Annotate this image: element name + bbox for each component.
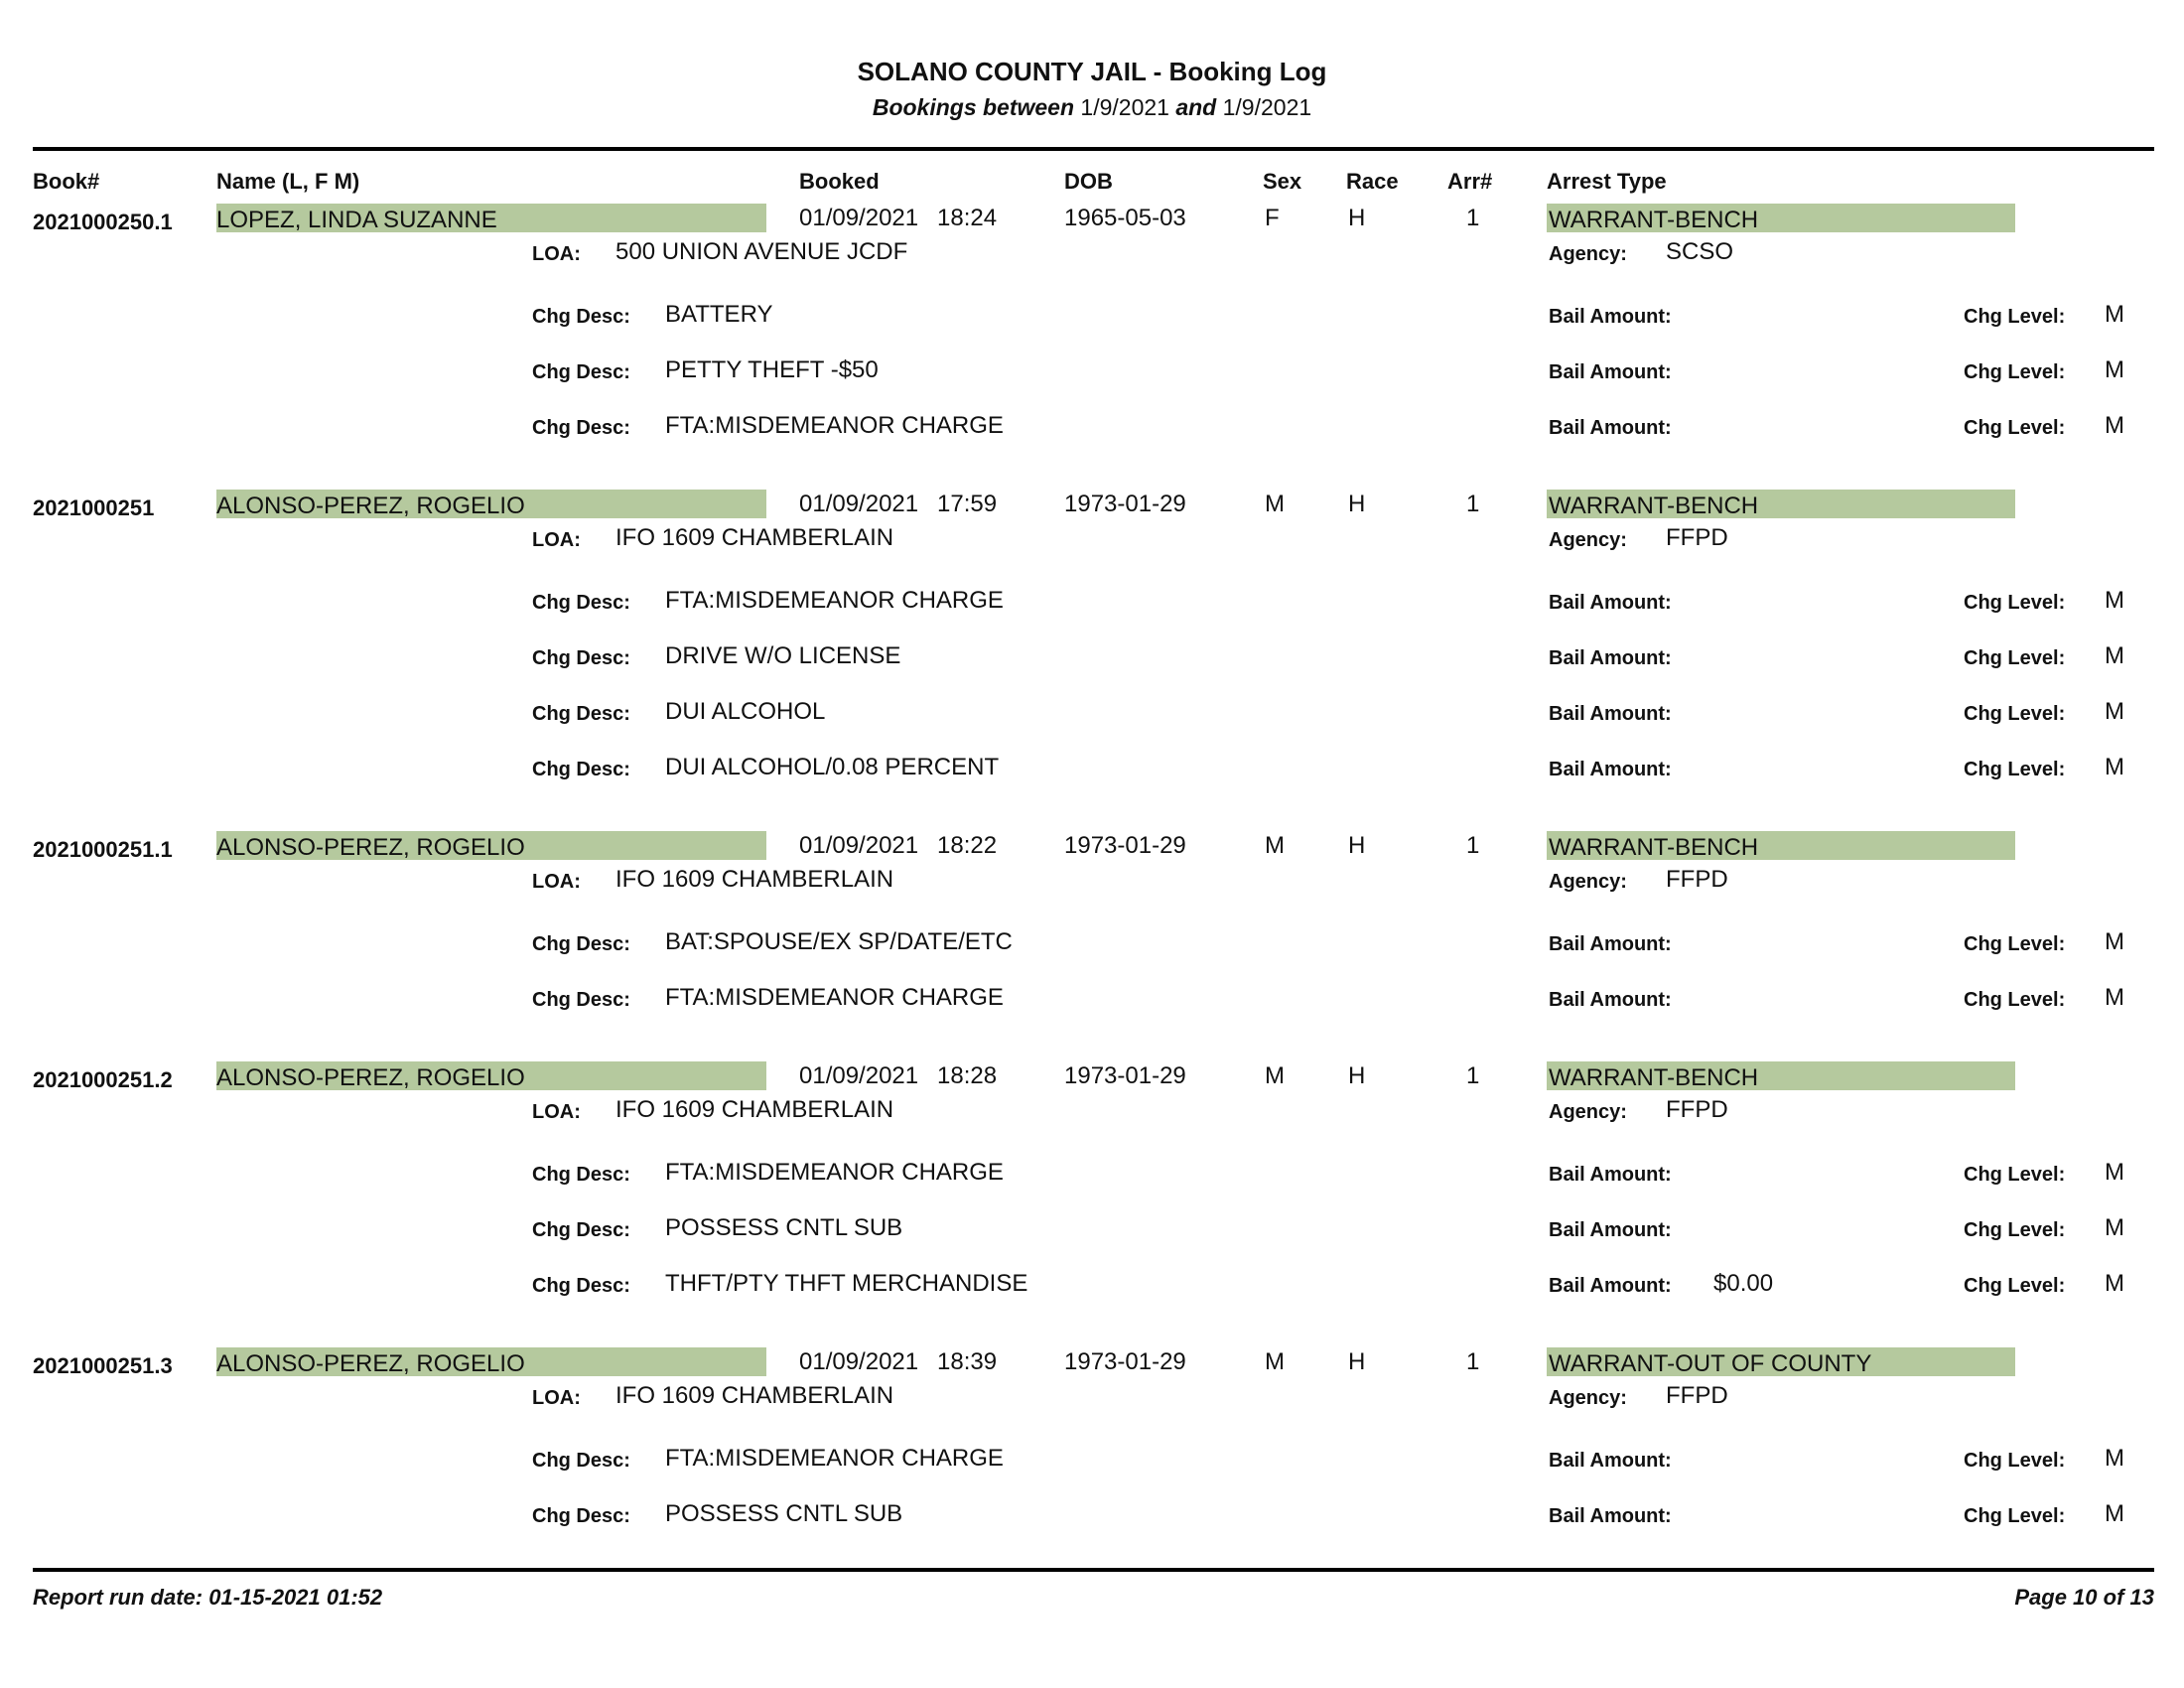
chg-desc-label: Chg Desc: [532, 1450, 630, 1472]
arrest-type-value: WARRANT-BENCH [1549, 492, 1759, 519]
chg-desc-value: BAT:SPOUSE/EX SP/DATE/ETC [665, 928, 1013, 955]
chg-desc-label: Chg Desc: [532, 1219, 630, 1241]
chg-level-value: M [2105, 1445, 2124, 1472]
chg-desc-value: POSSESS CNTL SUB [665, 1214, 903, 1241]
col-name: Name (L, F M) [216, 169, 360, 194]
bail-amount-label: Bail Amount: [1549, 759, 1672, 780]
arrest-type-value: WARRANT-BENCH [1549, 207, 1759, 233]
page-number: Page 10 of 13 [2014, 1585, 2154, 1610]
chg-desc-value: BATTERY [665, 301, 773, 328]
chg-level-label: Chg Level: [1964, 989, 2066, 1011]
booked-date: 01/09/2021 [799, 491, 919, 517]
inmate-name: ALONSO-PEREZ, ROGELIO [216, 1064, 525, 1091]
dob-value: 1973-01-29 [1064, 1348, 1186, 1375]
bottom-rule [33, 1568, 2154, 1572]
chg-level-value: M [2105, 1270, 2124, 1297]
chg-desc-value: FTA:MISDEMEANOR CHARGE [665, 984, 1004, 1011]
race-value: H [1348, 1062, 1366, 1089]
race-value: H [1348, 491, 1366, 517]
chg-desc-label: Chg Desc: [532, 1275, 630, 1297]
booked-date: 01/09/2021 [799, 205, 919, 231]
chg-desc-label: Chg Desc: [532, 703, 630, 725]
loa-value: IFO 1609 CHAMBERLAIN [615, 524, 894, 551]
arrest-type-value: WARRANT-BENCH [1549, 834, 1759, 861]
dob-value: 1973-01-29 [1064, 1062, 1186, 1089]
col-dob: DOB [1064, 169, 1113, 194]
chg-level-value: M [2105, 412, 2124, 439]
bail-amount-label: Bail Amount: [1549, 306, 1672, 328]
chg-desc-label: Chg Desc: [532, 933, 630, 955]
col-sex: Sex [1263, 169, 1302, 194]
chg-level-value: M [2105, 754, 2124, 780]
chg-desc-label: Chg Desc: [532, 759, 630, 780]
agency-label: Agency: [1549, 529, 1627, 551]
loa-label: LOA: [532, 1101, 581, 1123]
race-value: H [1348, 1348, 1366, 1375]
loa-value: IFO 1609 CHAMBERLAIN [615, 866, 894, 893]
chg-level-label: Chg Level: [1964, 1164, 2066, 1186]
subtitle-and: and [1175, 94, 1217, 120]
bail-amount-value: $0.00 [1713, 1270, 1774, 1297]
bail-amount-label: Bail Amount: [1549, 1505, 1672, 1527]
booked-time: 17:59 [937, 491, 998, 517]
chg-level-label: Chg Level: [1964, 647, 2066, 669]
booked-time: 18:28 [937, 1062, 998, 1089]
chg-level-value: M [2105, 928, 2124, 955]
chg-level-label: Chg Level: [1964, 417, 2066, 439]
chg-desc-value: POSSESS CNTL SUB [665, 1500, 903, 1527]
chg-level-label: Chg Level: [1964, 361, 2066, 383]
chg-level-value: M [2105, 1159, 2124, 1186]
chg-desc-value: FTA:MISDEMEANOR CHARGE [665, 1159, 1004, 1186]
loa-label: LOA: [532, 871, 581, 893]
bail-amount-label: Bail Amount: [1549, 592, 1672, 614]
loa-label: LOA: [532, 1387, 581, 1409]
col-booked: Booked [799, 169, 880, 194]
arr-value: 1 [1466, 491, 1480, 517]
chg-level-value: M [2105, 698, 2124, 725]
loa-value: IFO 1609 CHAMBERLAIN [615, 1096, 894, 1123]
bail-amount-label: Bail Amount: [1549, 1219, 1672, 1241]
chg-level-value: M [2105, 984, 2124, 1011]
race-value: H [1348, 832, 1366, 859]
chg-level-value: M [2105, 356, 2124, 383]
agency-value: SCSO [1666, 238, 1734, 265]
chg-level-value: M [2105, 587, 2124, 614]
agency-label: Agency: [1549, 1101, 1627, 1123]
book-number: 2021000250.1 [33, 210, 173, 234]
chg-desc-label: Chg Desc: [532, 989, 630, 1011]
chg-desc-value: DRIVE W/O LICENSE [665, 642, 901, 669]
loa-value: 500 UNION AVENUE JCDF [615, 238, 908, 265]
bail-amount-label: Bail Amount: [1549, 361, 1672, 383]
chg-level-label: Chg Level: [1964, 703, 2066, 725]
chg-desc-value: DUI ALCOHOL [665, 698, 826, 725]
chg-level-label: Chg Level: [1964, 1450, 2066, 1472]
bail-amount-label: Bail Amount: [1549, 647, 1672, 669]
arr-value: 1 [1466, 1348, 1480, 1375]
chg-desc-value: FTA:MISDEMEANOR CHARGE [665, 587, 1004, 614]
bail-amount-label: Bail Amount: [1549, 933, 1672, 955]
inmate-name: ALONSO-PEREZ, ROGELIO [216, 1350, 525, 1377]
booked-date: 01/09/2021 [799, 1348, 919, 1375]
chg-desc-value: DUI ALCOHOL/0.08 PERCENT [665, 754, 1000, 780]
chg-desc-value: THFT/PTY THFT MERCHANDISE [665, 1270, 1028, 1297]
col-book: Book# [33, 169, 100, 194]
inmate-name: ALONSO-PEREZ, ROGELIO [216, 834, 525, 861]
agency-value: FFPD [1666, 524, 1728, 551]
report-subtitle [0, 94, 2184, 121]
bail-amount-label: Bail Amount: [1549, 989, 1672, 1011]
loa-label: LOA: [532, 243, 581, 265]
agency-label: Agency: [1549, 243, 1627, 265]
dob-value: 1973-01-29 [1064, 832, 1186, 859]
loa-value: IFO 1609 CHAMBERLAIN [615, 1382, 894, 1409]
sex-value: M [1265, 1062, 1285, 1089]
chg-level-value: M [2105, 1500, 2124, 1527]
agency-label: Agency: [1549, 1387, 1627, 1409]
chg-desc-label: Chg Desc: [532, 306, 630, 328]
book-number: 2021000251.1 [33, 837, 173, 862]
sex-value: F [1265, 205, 1280, 231]
booked-time: 18:24 [937, 205, 998, 231]
agency-value: FFPD [1666, 866, 1728, 893]
dob-value: 1965-05-03 [1064, 205, 1186, 231]
chg-level-value: M [2105, 1214, 2124, 1241]
chg-desc-label: Chg Desc: [532, 647, 630, 669]
agency-value: FFPD [1666, 1096, 1728, 1123]
chg-desc-value: FTA:MISDEMEANOR CHARGE [665, 412, 1004, 439]
book-number: 2021000251 [33, 495, 155, 520]
agency-label: Agency: [1549, 871, 1627, 893]
arrest-type-value: WARRANT-BENCH [1549, 1064, 1759, 1091]
chg-level-label: Chg Level: [1964, 1505, 2066, 1527]
race-value: H [1348, 205, 1366, 231]
chg-desc-value: FTA:MISDEMEANOR CHARGE [665, 1445, 1004, 1472]
sex-value: M [1265, 491, 1285, 517]
sex-value: M [1265, 1348, 1285, 1375]
col-arrest-type: Arrest Type [1547, 169, 1667, 194]
dob-value: 1973-01-29 [1064, 491, 1186, 517]
chg-level-label: Chg Level: [1964, 306, 2066, 328]
bail-amount-label: Bail Amount: [1549, 1164, 1672, 1186]
chg-level-label: Chg Level: [1964, 1275, 2066, 1297]
chg-level-label: Chg Level: [1964, 759, 2066, 780]
inmate-name: LOPEZ, LINDA SUZANNE [216, 207, 497, 233]
arr-value: 1 [1466, 1062, 1480, 1089]
chg-level-label: Chg Level: [1964, 592, 2066, 614]
chg-desc-label: Chg Desc: [532, 1505, 630, 1527]
booked-time: 18:22 [937, 832, 998, 859]
arr-value: 1 [1466, 205, 1480, 231]
chg-desc-label: Chg Desc: [532, 592, 630, 614]
chg-level-value: M [2105, 301, 2124, 328]
chg-desc-value: PETTY THEFT -$50 [665, 356, 879, 383]
sex-value: M [1265, 832, 1285, 859]
bail-amount-label: Bail Amount: [1549, 417, 1672, 439]
chg-desc-label: Chg Desc: [532, 361, 630, 383]
book-number: 2021000251.3 [33, 1353, 173, 1378]
bail-amount-label: Bail Amount: [1549, 1450, 1672, 1472]
report-run-date: Report run date: 01-15-2021 01:52 [33, 1585, 383, 1610]
chg-level-label: Chg Level: [1964, 933, 2066, 955]
chg-level-label: Chg Level: [1964, 1219, 2066, 1241]
bail-amount-label: Bail Amount: [1549, 703, 1672, 725]
chg-desc-label: Chg Desc: [532, 417, 630, 439]
arrest-type-value: WARRANT-OUT OF COUNTY [1549, 1350, 1872, 1377]
booked-date: 01/09/2021 [799, 832, 919, 859]
booked-time: 18:39 [937, 1348, 998, 1375]
col-race: Race [1346, 169, 1399, 194]
col-arr: Arr# [1447, 169, 1493, 194]
book-number: 2021000251.2 [33, 1067, 173, 1092]
date-to: 1/9/2021 [1222, 94, 1312, 120]
top-rule [33, 147, 2154, 151]
booked-date: 01/09/2021 [799, 1062, 919, 1089]
arr-value: 1 [1466, 832, 1480, 859]
report-title: SOLANO COUNTY JAIL - Booking Log [857, 57, 1327, 86]
agency-value: FFPD [1666, 1382, 1728, 1409]
loa-label: LOA: [532, 529, 581, 551]
date-from: 1/9/2021 [1080, 94, 1169, 120]
chg-desc-label: Chg Desc: [532, 1164, 630, 1186]
bail-amount-label: Bail Amount: [1549, 1275, 1672, 1297]
chg-level-value: M [2105, 642, 2124, 669]
inmate-name: ALONSO-PEREZ, ROGELIO [216, 492, 525, 519]
subtitle-prefix: Bookings between [872, 94, 1075, 120]
